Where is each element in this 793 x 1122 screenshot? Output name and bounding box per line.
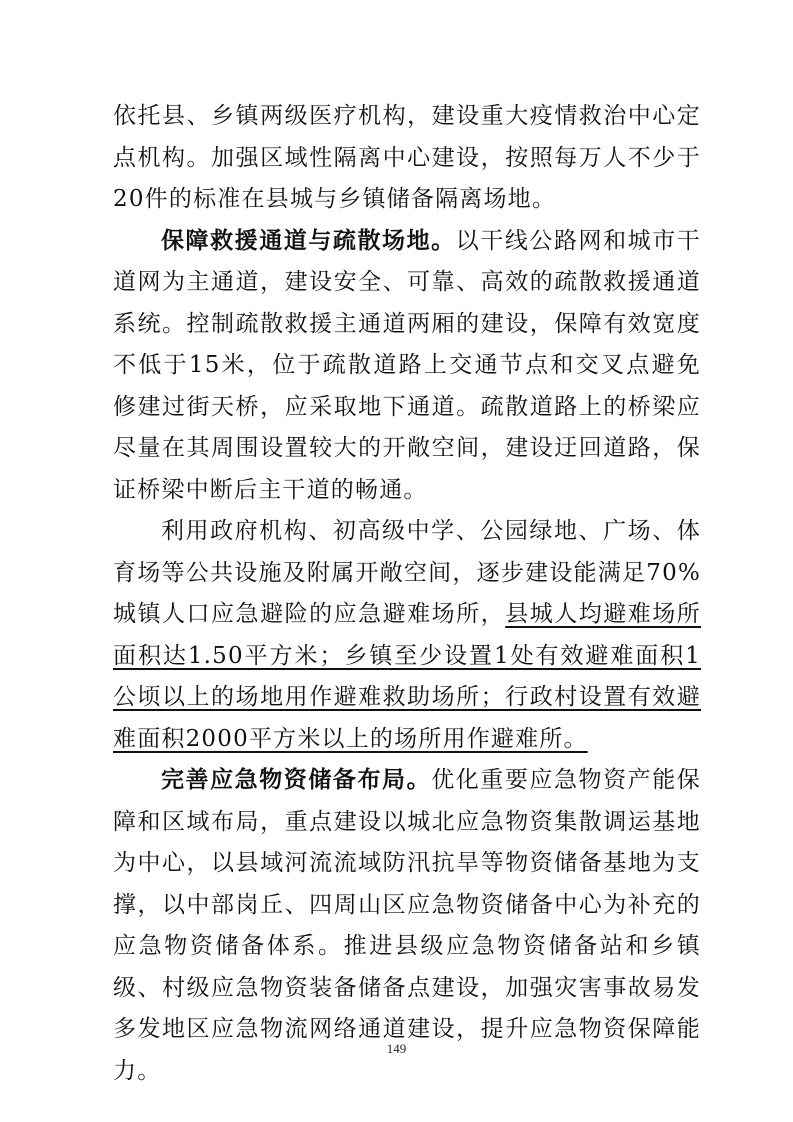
document-body [113,96,701,1092]
page-number: 149 [386,1041,407,1056]
paragraph-medical-isolation [113,96,701,221]
paragraph-text: 优化重要应急物资产能保障和区域布局，重点建设以城北应急物资集散调运基地为中心，以县域河流流域防汛抗旱等物资储备基地为支撑，以中部岗丘、四周山区应急物资储备中心为补充的应急物资储备体系。推进县级应急物资储备站和乡镇级、村级应急物资装备储备点建设，加强灾害事故易发多发地区应急物流网络通道建设，提升应急物资保障能力。 [113,767,702,1084]
paragraph-text: 利用政府机构、初高级中学、公园绿地、广场、体育场等公共设施及附属开敞空间，逐步建设能满足70%城镇人口应急避险的应急避难场所， [113,518,701,627]
paragraph-text: 依托县、乡镇两级医疗机构，建设重大疫情救治中心定点机构。加强区域性隔离中心建设，按照每万人不少于20件的标准在县城与乡镇储备隔离场地。 [113,103,701,212]
paragraph-evacuation-routes [113,221,701,512]
underlined-text: 县城人均避难场所面积达1.50平方米；乡镇至少设置1处有效避难面积1公顷以上的场地用作避难救助场所；行政村设置有效避难面积2000平方米以上的场所用作避难所。 [113,601,701,752]
section-heading: 完善应急物资储备布局。 [161,767,432,793]
paragraph-shelters [113,511,701,760]
section-heading: 保障救援通道与疏散场地。 [161,227,456,254]
paragraph-text: 以干线公路网和城市干道网为主通道，建设安全、可靠、高效的疏散救援通道系统。控制疏散救援主通道两厢的建设，保障有效宽度不低于15米，位于疏散道路上交通节点和交叉点避免修建过街天桥，应采取地下通道。疏散道路上的桥梁应尽量在其周围设置较大的开敞空间，建设迂回道路，保证桥梁中断后主干道的畅通。 [113,227,702,503]
